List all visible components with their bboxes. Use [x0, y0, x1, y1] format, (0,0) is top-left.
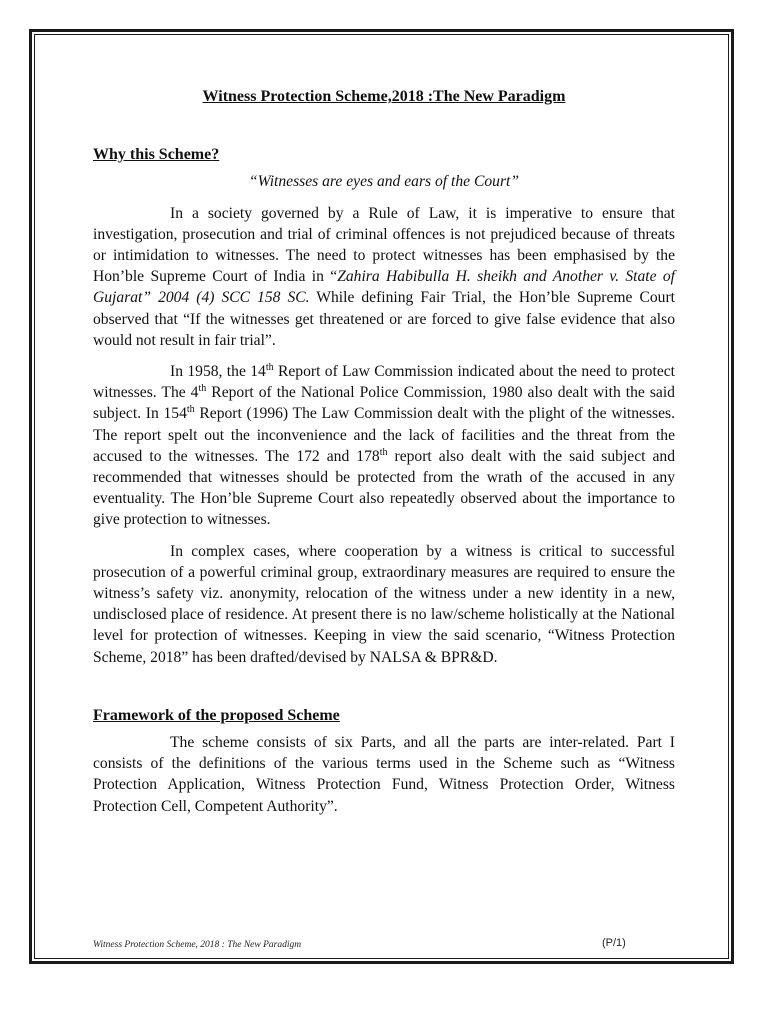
text-run: Report of Law Commission indicated about the need to protect witnesses. The 4	[93, 363, 675, 402]
ordinal-suffix: th	[198, 383, 207, 395]
paragraph-fair-trial-intro: In a society governed by a Rule of Law, it is imperative to ensure that investigation, prosecution and trial of criminal offences is not prejudiced because of threats or intimidation to witnesses. The need to protect witnesses has been emphasised by the Hon’ble Supreme Court of India in “	[93, 204, 675, 286]
footer-running-title: Witness Protection Scheme, 2018 : The New Paradigm	[93, 940, 302, 950]
text-run: In 1958, the 14	[170, 363, 266, 381]
paragraph-complex-cases: In complex cases, where cooperation by a witness is critical to successful prosecution of a powerful criminal group, extraordinary measures are required to ensure the witness’s safety viz. anonymity, relocation of the witness under a new identity in a new, undisclosed place of residence. At present there is no law/scheme holistically at the National level for protection of witnesses. Keeping in view the said scenario, “Witness Protection Scheme, 2018” has been drafted/devised by NALSA & BPR&D.	[93, 542, 675, 666]
paragraph-fair-trial	[93, 203, 675, 351]
text-run: Report (1996) The Law Commission dealt with the plight of the witnesses. The report spelt out the inconvenience and the lack of facilities and the threat from the accused to the witnesses. The 172 and 178	[93, 405, 675, 465]
ordinal-suffix: th	[379, 446, 388, 458]
epigraph-quote: “Witnesses are eyes and ears of the Court”	[248, 173, 520, 191]
section-heading-why	[93, 144, 675, 165]
section-heading-why-text: Why this Scheme	[93, 146, 212, 164]
paragraph-law-commission	[93, 361, 675, 531]
section-heading-framework: Framework of the proposed Scheme	[93, 706, 340, 724]
footer-page-number: (P/1)	[602, 937, 626, 949]
section-heading-why-mark: ?	[211, 146, 220, 164]
paragraph-framework: The scheme consists of six Parts, and all the parts are inter-related. Part I consists of the definitions of the various terms used in the Scheme such as “Witness Protection Application, Witness Protection Fund, Witness Protection Order, Witness Protection Cell, Competent Authority”.	[93, 734, 675, 815]
paragraph-fair-trial-outro: While defining Fair Trial, the Hon’ble Supreme Court observed that “If the witnesses get threatened or are forced to give false evidence that also would not result in fair trial”.	[93, 289, 675, 349]
text-run: Report of the National Police Commission, 1980 also dealt with the said subject. In 154	[93, 384, 675, 423]
case-citation: Zahira Habibulla H. sheikh and Another v. State of Gujarat” 2004 (4) SCC 158 SC.	[93, 268, 675, 307]
ordinal-suffix: th	[265, 362, 274, 374]
text-run: report also dealt with the said subject and recommended that witnesses should be protected from the wrath of the accused in any eventuality. The Hon’ble Supreme Court also repeatedly observed about the importance to give protection to witnesses.	[93, 447, 675, 529]
document-title: Witness Protection Scheme,2018 :The New Paradigm	[202, 88, 566, 105]
ordinal-suffix: th	[186, 404, 195, 416]
page-content	[93, 86, 675, 827]
